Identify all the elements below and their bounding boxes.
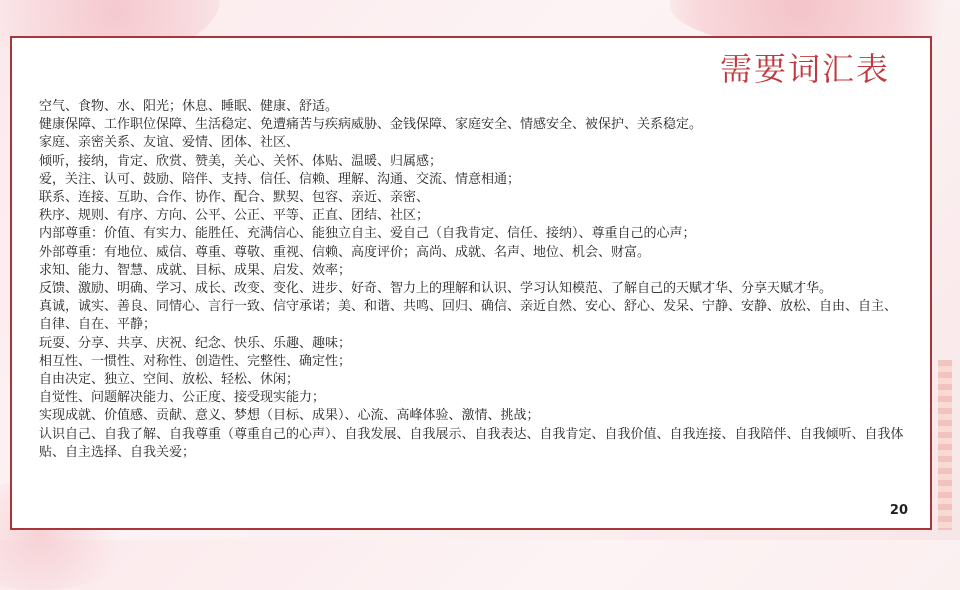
page-number: 20: [889, 503, 908, 518]
vocabulary-line: 外部尊重：有地位、威信、尊重、尊敬、重视、信赖、高度评价；高尚、成就、名声、地位、机会、财富。: [39, 244, 651, 260]
vocabulary-line: 联系、连接、互助、合作、协作、配合、默契、包容、亲近、亲密、: [39, 190, 430, 206]
vocabulary-line: 反馈、激励、明确、学习、成长、改变、变化、进步、好奇、智力上的理解和认识、学习认知模范、了解自己的天赋才华、分享天赋才华。: [39, 281, 833, 297]
slide-title: 需要词汇表: [719, 50, 890, 88]
vocabulary-line: 认识自己、自我了解、自我尊重（尊重自己的心声）、自我发展、自我展示、自我表达、自我肯定、自我价值、自我连接、自我陪伴、自我倾听、自我体贴、自主选择、自我关爱；: [39, 426, 904, 460]
vocabulary-line: 玩耍、分享、共享、庆祝、纪念、快乐、乐趣、趣味；: [39, 335, 352, 351]
vocabulary-line: 爱，关注、认可、鼓励、陪伴、支持、信任、信赖、理解、沟通、交流、情意相通；: [39, 171, 521, 187]
vocabulary-line: 内部尊重：价值、有实力、能胜任、充满信心、能独立自主、爱自己（自我肯定、信任、接纳）、尊重自己的心声；: [39, 226, 696, 242]
vocabulary-line: 秩序、规则、有序、方向、公平、公正、平等、正直、团结、社区；: [39, 208, 430, 224]
content-panel: [10, 36, 932, 530]
vocabulary-line: 健康保障、工作职位保障、生活稳定、免遭痛苦与疾病威胁、金钱保障、家庭安全、情感安全、被保护、关系稳定。: [39, 117, 703, 133]
vocabulary-line: 自由决定、独立、空间、放松、轻松、休闲；: [39, 372, 300, 388]
decoration-stripe-right: [938, 360, 952, 530]
vocabulary-line: 家庭、亲密关系、友谊、爱情、团体、社区、: [39, 135, 300, 151]
vocabulary-line: 自觉性、问题解决能力、公正度、接受现实能力；: [39, 390, 326, 406]
vocabulary-list: [39, 98, 909, 462]
vocabulary-line: 真诚，诚实、善良、同情心、言行一致、信守承诺；美、和谐、共鸣、回归、确信、亲近自然、安心、舒心、发呆、宁静、安静、放松、自由、自主、自律、自在、平静；: [39, 299, 898, 333]
vocabulary-line: 倾听，接纳，肯定、欣赏、赞美，关心、关怀、体贴、温暖、归属感；: [39, 153, 443, 169]
vocabulary-line: 实现成就、价值感、贡献、意义、梦想（目标、成果）、心流、高峰体验、激情、挑战；: [39, 408, 540, 424]
vocabulary-line: 相互性、一惯性、对称性、创造性、完整性、确定性；: [39, 353, 352, 369]
vocabulary-line: 求知、能力、智慧、成就、目标、成果、启发、效率；: [39, 262, 352, 278]
vocabulary-line: 空气、食物、水、阳光；休息、睡眠、健康、舒适。: [39, 99, 339, 114]
